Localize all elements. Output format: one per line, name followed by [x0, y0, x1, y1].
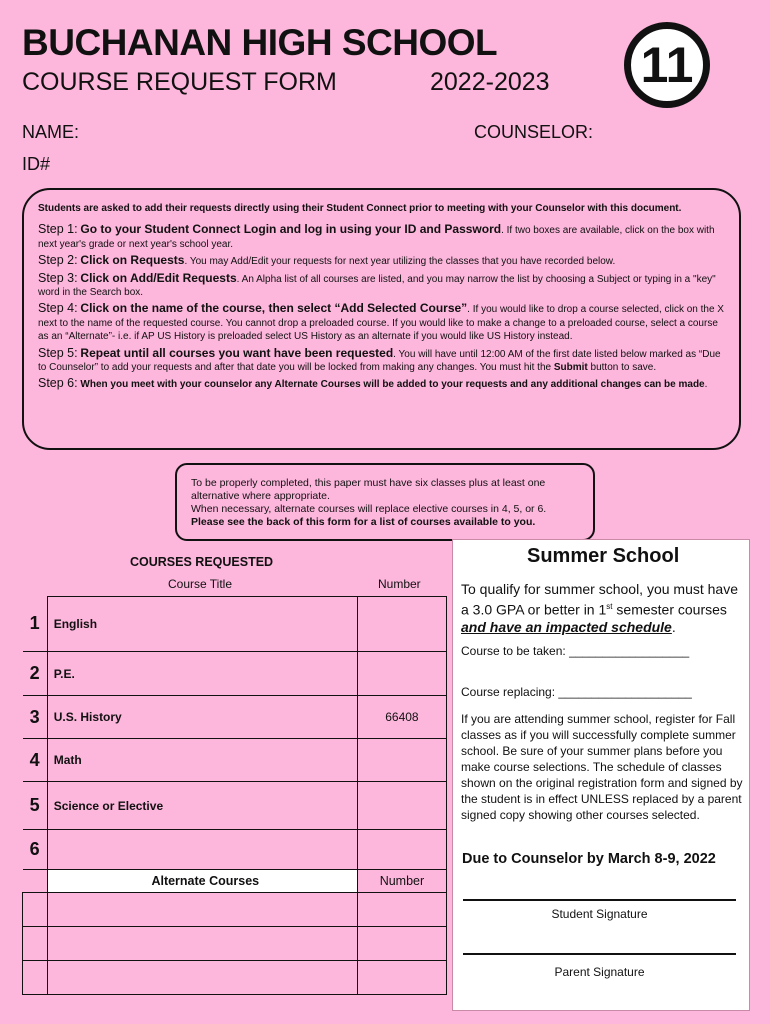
alternate-row-number: [23, 927, 48, 961]
alternate-courses-header: Alternate Courses: [47, 870, 357, 893]
alternate-number-cell[interactable]: [357, 893, 446, 927]
instructions-box: [22, 188, 741, 450]
requirements-line-1: To be properly completed, this paper must have six classes plus at least one alternative where appropriate.: [191, 477, 546, 502]
alternate-number-cell[interactable]: [357, 927, 446, 961]
number-header: Number: [378, 577, 421, 591]
row-number: 5: [23, 782, 48, 830]
student-signature-label: Student Signature: [551, 907, 648, 921]
course-row: [23, 830, 447, 870]
requirements-box: [175, 463, 595, 541]
step-3: Step 3: Click on Add/Edit Requests. An Alpha list of all courses are listed, and you may narrow the list by choosing a Subject or typing in a "key" word in the Search box.: [38, 270, 716, 299]
summer-school-title: Summer School: [527, 545, 680, 567]
course-to-be-taken-field[interactable]: Course to be taken: __________________: [461, 644, 690, 658]
alternate-row-number: [23, 961, 48, 995]
alternate-title-cell[interactable]: [47, 927, 357, 961]
step-5: Step 5: Repeat until all courses you want have been requested. You will have until 12:00 AM of the first date listed below marked as “Due to Counselor” to add your requests and after that date you will be locked from making any changes. You must hit the Submit button to save.: [38, 345, 721, 374]
course-title-cell[interactable]: [47, 830, 357, 870]
id-label: ID#: [22, 154, 51, 174]
course-number-cell[interactable]: [357, 739, 446, 782]
requirements-line-3: Please see the back of this form for a list of courses available to you.: [191, 516, 536, 528]
course-title-cell[interactable]: Science or Elective: [47, 782, 357, 830]
course-row: [23, 696, 447, 739]
row-number: 3: [23, 696, 48, 739]
alternate-row: [23, 893, 447, 927]
step-4: Step 4: Click on the name of the course, then select “Add Selected Course”. If you would like to drop a course selected, click on the X next to the name of the requested course. You cannot drop a preloaded course. If you would like to make a change to a preloaded course, select a course as an “Alternate”- i.e. if AP US History is preloaded select US History as an alternate if you would like US History instead.: [38, 301, 724, 343]
alternate-row-number: [23, 893, 48, 927]
alternate-row: [23, 927, 447, 961]
parent-signature-label: Parent Signature: [554, 965, 645, 979]
course-number-cell[interactable]: [357, 830, 446, 870]
course-title-cell[interactable]: U.S. History: [47, 696, 357, 739]
row-number: 1: [23, 597, 48, 652]
course-title-cell[interactable]: P.E.: [47, 652, 357, 696]
step-6: Step 6: When you meet with your counselor any Alternate Courses will be added to your requests and any additional changes can be made.: [38, 376, 708, 391]
summer-info-text: If you are attending summer school, register for Fall classes as if you will successfully complete summer school. Be sure of your summer plans before you make course selections. The schedule of classes shown on the original registration form and signed by the student is in effect UNLESS replaced by a parent signed copy showing other courses selected.: [461, 712, 743, 822]
summer-qualify-text: To qualify for summer school, you must have a 3.0 GPA or better in 1st semester courses and have an impacted schedule.: [461, 581, 739, 635]
alternate-row: [23, 961, 447, 995]
parent-signature-line[interactable]: [463, 953, 736, 955]
course-row: [23, 597, 447, 652]
alternate-title-cell[interactable]: [47, 893, 357, 927]
instructions-intro: Students are asked to add their requests directly using their Student Connect prior to meeting with your Counselor with this document.: [38, 203, 682, 214]
course-replacing-field[interactable]: Course replacing: ____________________: [461, 685, 692, 699]
row-number: 6: [23, 830, 48, 870]
row-number: 2: [23, 652, 48, 696]
alternate-number-header: Number: [357, 870, 446, 893]
student-signature-line[interactable]: [463, 899, 736, 901]
school-title: BUCHANAN HIGH SCHOOL: [22, 22, 498, 63]
course-title-cell[interactable]: English: [47, 597, 357, 652]
course-row: [23, 652, 447, 696]
alternate-header-row: [23, 870, 447, 893]
school-year: 2022-2023: [430, 68, 550, 96]
step-2: Step 2: Click on Requests. You may Add/Edit your requests for next year utilizing the classes that you have recorded below.: [38, 253, 616, 268]
due-date-banner: Due to Counselor by March 8-9, 2022: [456, 845, 748, 881]
course-number-cell[interactable]: 66408: [357, 696, 446, 739]
course-number-cell[interactable]: [357, 782, 446, 830]
counselor-label: COUNSELOR:: [474, 122, 594, 142]
alternate-row-number: [23, 870, 48, 893]
courses-heading: COURSES REQUESTED: [130, 555, 274, 569]
step-1: Step 1: Go to your Student Connect Login and log in using your ID and Password. If two boxes are available, click on the box with next year's grade or next year's school year.: [38, 222, 715, 250]
course-table: [22, 596, 447, 995]
course-title-cell[interactable]: Math: [47, 739, 357, 782]
alternate-number-cell[interactable]: [357, 961, 446, 995]
course-row: [23, 739, 447, 782]
grade-badge: 11: [624, 22, 710, 108]
requirements-line-2: When necessary, alternate courses will replace elective courses in 4, 5, or 6.: [191, 503, 547, 515]
course-number-cell[interactable]: [357, 652, 446, 696]
name-label: NAME:: [22, 122, 80, 142]
course-row: [23, 782, 447, 830]
form-title: COURSE REQUEST FORM: [22, 68, 337, 96]
course-number-cell[interactable]: [357, 597, 446, 652]
row-number: 4: [23, 739, 48, 782]
course-title-header: Course Title: [168, 577, 233, 591]
alternate-title-cell[interactable]: [47, 961, 357, 995]
